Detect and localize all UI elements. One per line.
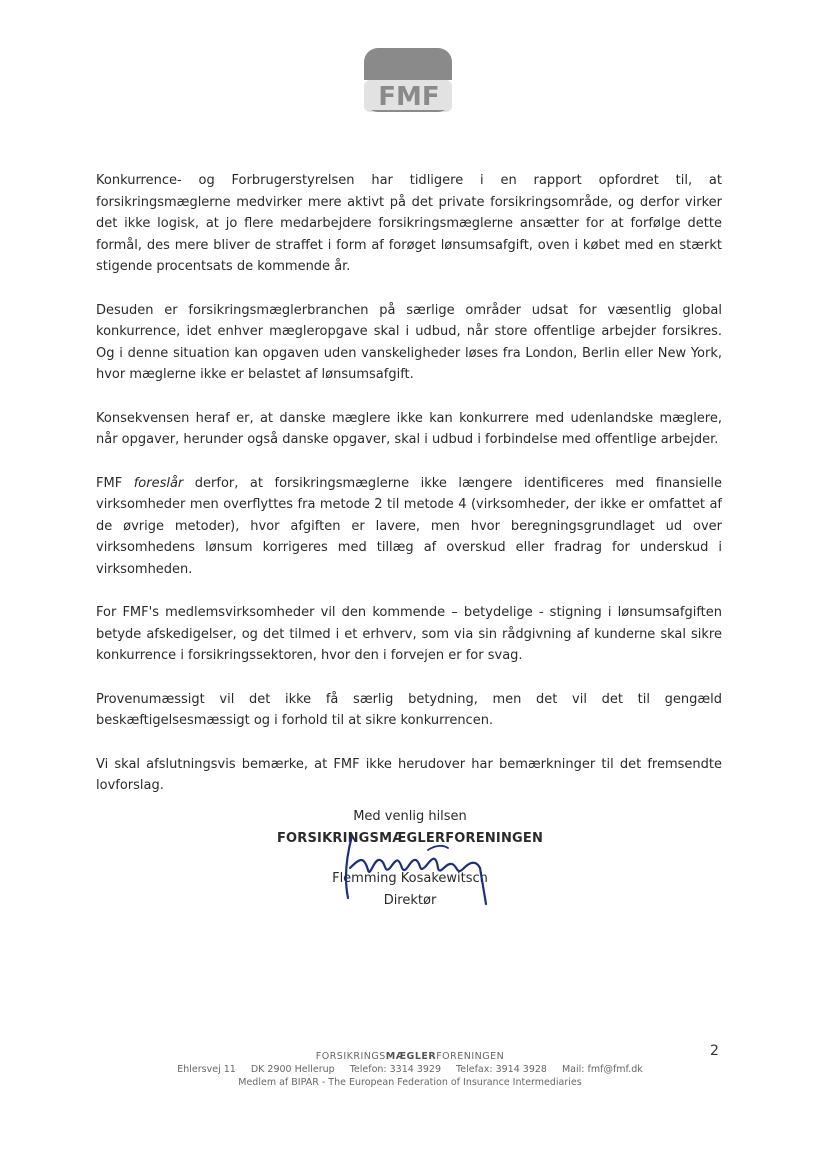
footer-address-line: [110, 1063, 710, 1076]
footer-city: DK 2900 Hellerup: [250, 1064, 335, 1075]
paragraph-4-prefix: FMF: [96, 475, 134, 491]
footer-assoc-part-1: FORSIKRINGS: [315, 1051, 386, 1062]
paragraph-1: Konkurrence- og Forbrugerstyrelsen har tidligere i en rapport opfordret til, at forsikringsmæglerne medvirker mere aktivt på det private forsikringsområde, og derfor virker det ikke logisk, at jo flere medarbejdere forsikringsmæglerne ansætter for at forfølge dette formål, des mere bliver de straffet i form af forøget lønsumsafgift, oven i købet med en stærkt stigende procentsats de kommende år.: [96, 173, 722, 274]
footer-assoc-part-3: FORENINGEN: [436, 1051, 505, 1062]
footer-fax: Telefax: 3914 3928: [456, 1064, 547, 1075]
footer-mail: Mail: fmf@fmf.dk: [561, 1064, 643, 1075]
fmf-logo: [362, 46, 458, 116]
footer-street: Ehlersvej 11: [177, 1064, 236, 1075]
footer-assoc-part-2: MÆGLER: [385, 1051, 437, 1062]
paragraph-3: Konsekvensen heraf er, at danske mæglere ikke kan konkurrere med udenlandske mæglere, når opgaver, herunder også danske opgaver, skal i udbud i forbindelse med offentlige arbejder.: [96, 410, 722, 447]
footer-phone: Telefon: 3314 3929: [349, 1064, 442, 1075]
logo-text: FMF: [378, 82, 440, 112]
signer-role: Direktør: [383, 893, 437, 908]
organization-name: FORSIKRINGSMÆGLERFORENINGEN: [276, 831, 544, 846]
paragraph-4-text: derfor, at forsikringsmæglerne ikke længere identificeres med finansielle virksomheder men overflyttes fra metode 2 til metode 4 (virksomheder, der ikke er omfattet af de øvrige metoder), hvor afgiften er lavere, men hvor beregningsgrundlaget ud over virksomhedens lønsum korrigeres med tillæg af overskud eller fradrag for underskud i virksomheden.: [96, 475, 722, 577]
greeting: Med venlig hilsen: [353, 809, 467, 824]
paragraph-7: Vi skal afslutningsvis bemærke, at FMF ikke herudover har bemærkninger til det fremsendte lovforslag.: [96, 756, 722, 793]
paragraph-5: For FMF's medlemsvirksomheder vil den kommende – betydelige - stigning i lønsumsafgiften betyde afskedigelser, og det tilmed i et erhverv, som via sin rådgivning af kunderne skal sikre konkurrence i forsikringssektoren, hvor den i forvejen er for svag.: [96, 605, 722, 663]
page-footer: [110, 1050, 710, 1089]
footer-association: [110, 1050, 710, 1063]
paragraph-6: Provenumæssigt vil det ikke få særlig betydning, men det vil det til gengæld beskæftigelsesmæssigt og i forhold til at sikre konkurrencen.: [96, 691, 722, 728]
page-number: 2: [710, 1043, 719, 1059]
footer-membership: Medlem af BIPAR - The European Federation of Insurance Intermediaries: [238, 1077, 582, 1088]
letter-body: [96, 170, 722, 819]
paragraph-4: [96, 473, 722, 581]
paragraph-4-emphasis: foreslår: [133, 475, 184, 491]
paragraph-2: Desuden er forsikringsmæglerbranchen på særlige områder udsat for væsentlig global konkurrence, idet enhver mægleropgave skal i udbud, når store offentlige arbejder forsikres. Og i denne situation kan opgaven uden vanskeligheder løses fra London, Berlin eller New York, hvor mæglerne ikke er belastet af lønsumsafgift.: [96, 302, 722, 382]
signer-name: Flemming Kosakewitsch: [332, 871, 488, 886]
handwritten-signature: [330, 828, 500, 910]
